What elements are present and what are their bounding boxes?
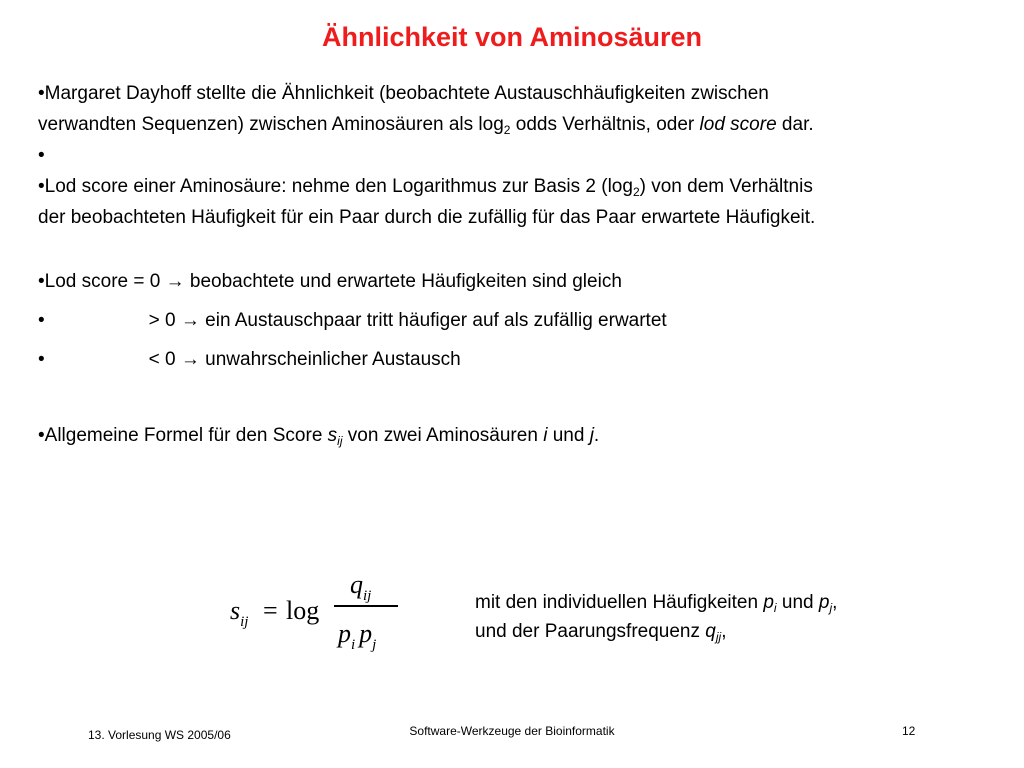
formula-s: s <box>230 596 241 625</box>
var-j: j <box>589 425 594 446</box>
formula-pj: p <box>359 619 373 648</box>
score-formula <box>230 570 410 654</box>
text-line: der beobachteten Häufigkeit für ein Paar durch die zufällig für das Paar erwartete Häufigkeit. <box>38 207 816 228</box>
bullet-marker: • <box>38 271 45 292</box>
footer-page-number: 12 <box>902 724 916 738</box>
text-line: verwandten Sequenzen) zwischen Aminosäuren als log <box>38 114 504 135</box>
bullet-dayhoff <box>38 78 998 140</box>
footer-lecture: 13. Vorlesung WS 2005/06 <box>88 728 231 742</box>
formula-q-sub: ij <box>363 588 372 604</box>
bullet-rule-zero <box>38 266 998 297</box>
var-pj: p <box>818 592 830 613</box>
formula-equals: = <box>263 596 278 625</box>
formula-s-sub: ij <box>240 614 249 630</box>
var-q-sub: jj <box>715 630 722 644</box>
text-line: odds Verhältnis, oder <box>510 114 700 135</box>
formula-pi-sub: i <box>351 637 356 653</box>
bullet-general-formula <box>38 420 998 451</box>
slide-title: Ähnlichkeit von Aminosäuren <box>321 22 703 52</box>
bullet-marker: • <box>38 349 45 370</box>
bullet-marker: • <box>38 425 45 446</box>
bullet-lod-definition <box>38 171 998 233</box>
text-line: von zwei Aminosäuren <box>342 425 544 446</box>
formula-lhs <box>230 596 249 630</box>
formula-numerator <box>350 570 372 604</box>
var-s-sub: ij <box>337 434 343 448</box>
text-line: und <box>776 592 819 613</box>
slide-body <box>38 78 998 451</box>
rule-text: < 0 → unwahrscheinlicher Austausch <box>148 349 461 370</box>
formula-log: log <box>286 596 320 625</box>
footer-course: Software-Werkzeuge der Bioinformatik <box>409 724 615 738</box>
subscript: 2 <box>632 185 640 199</box>
var-pi: p <box>763 592 774 613</box>
rule-text: Lod score = 0 → beobachtete und erwartete Häufigkeiten sind gleich <box>44 271 622 292</box>
bullet-marker: • <box>38 176 45 197</box>
bullet-marker: • <box>38 145 45 166</box>
text-line: , <box>721 621 727 642</box>
bullet-rule-positive <box>38 305 998 336</box>
bullet-marker: • <box>38 310 45 331</box>
text-line: Lod score einer Aminosäure: nehme den Logarithmus zur Basis 2 (log <box>44 176 633 197</box>
formula-q: q <box>350 570 363 599</box>
formula-denominator <box>338 619 377 653</box>
var-s: s <box>327 425 338 446</box>
bullet-empty <box>38 140 998 171</box>
fraction-bar <box>334 605 398 607</box>
text-line: , <box>832 592 838 613</box>
lod-score-italic: lod score <box>699 114 777 135</box>
text-line: und der Paarungsfrequenz <box>475 621 706 642</box>
rule-text: > 0 → ein Austauschpaar tritt häufiger auf als zufällig erwartet <box>148 310 667 331</box>
formula-pj-sub: j <box>372 637 377 653</box>
var-q: q <box>705 621 716 642</box>
text-line: Allgemeine Formel für den Score <box>44 425 328 446</box>
formula-note <box>475 588 837 646</box>
var-i: i <box>543 425 548 446</box>
text-line: dar. <box>776 114 814 135</box>
text-line: ) von dem Verhältnis <box>639 176 813 197</box>
var-pj-sub: j <box>829 601 833 615</box>
text-line: Margaret Dayhoff stellte die Ähnlichkeit (beobachtete Austauschhäufigkeiten zwischen <box>44 83 769 104</box>
text-line: . <box>593 425 600 446</box>
var-pi-sub: i <box>773 601 777 615</box>
bullet-marker: • <box>38 83 45 104</box>
text-line: und <box>547 425 590 446</box>
subscript: 2 <box>503 123 511 137</box>
text-line: mit den individuellen Häufigkeiten <box>475 592 764 613</box>
formula-pi: p <box>338 619 351 648</box>
bullet-rule-negative <box>38 344 998 375</box>
